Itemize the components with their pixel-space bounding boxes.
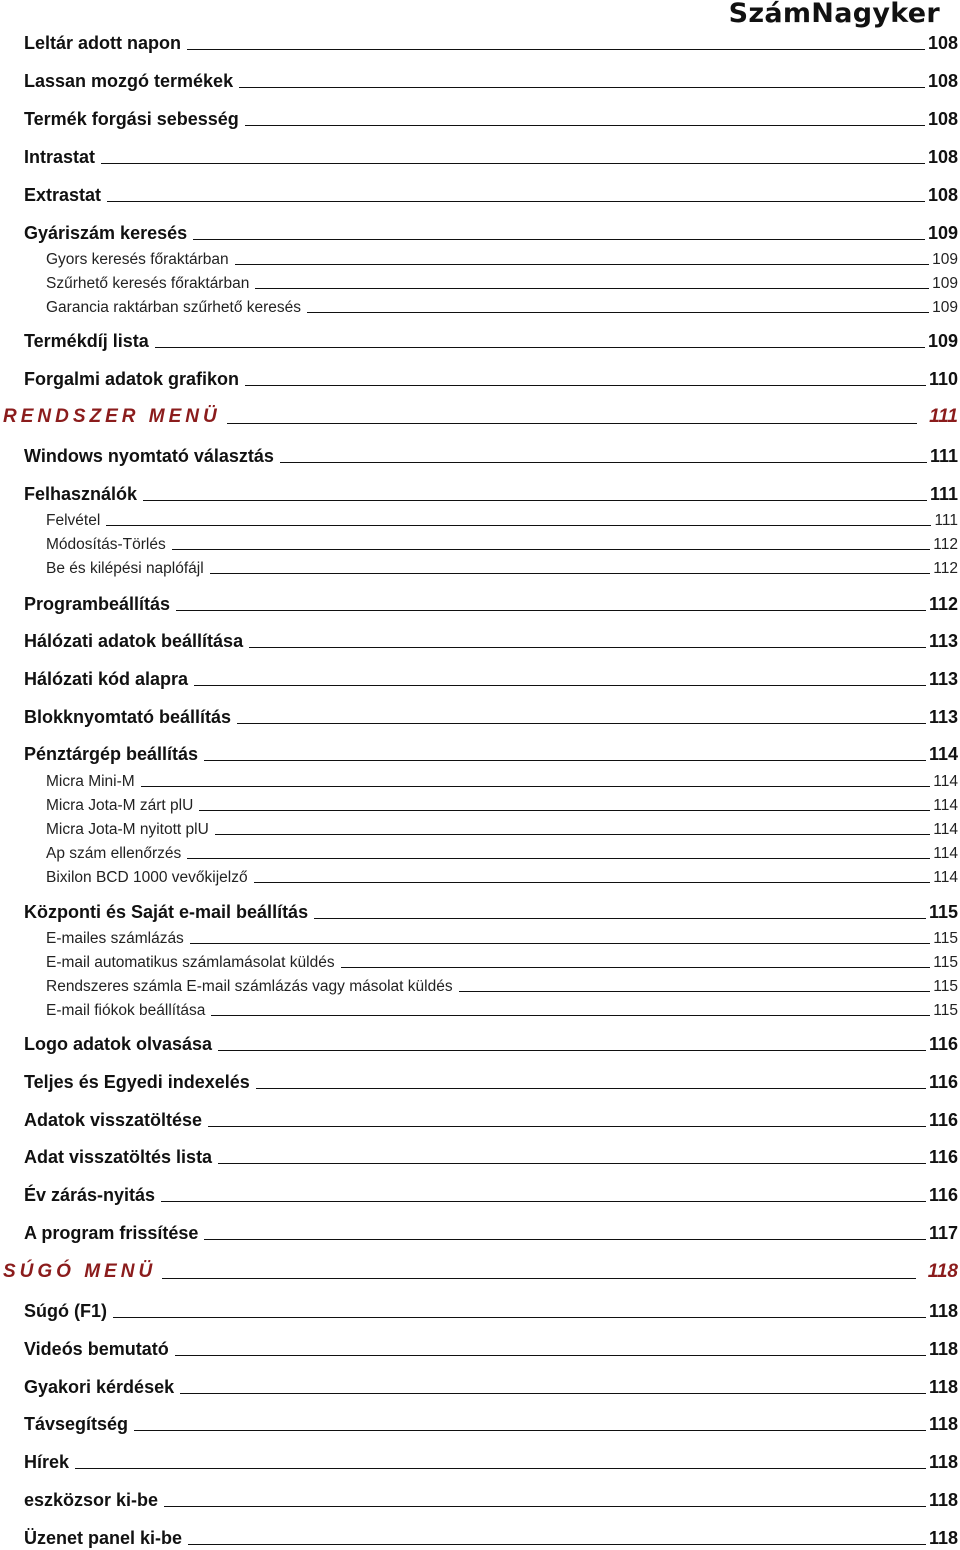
toc-entry-title: Év zárás-nyitás xyxy=(24,1185,156,1205)
toc-entry-title: Lassan mozgó termékek xyxy=(24,71,234,91)
toc-page-number: 115 xyxy=(928,902,958,922)
toc-entry-title: Hálózati kód alapra xyxy=(24,669,189,689)
toc-page-number: 113 xyxy=(928,631,958,651)
toc-entry-title: Teljes és Egyedi indexelés xyxy=(24,1072,250,1092)
toc-entry[interactable] xyxy=(0,68,960,92)
toc-leader-line xyxy=(208,1126,926,1127)
toc-page-number: 115 xyxy=(933,954,958,971)
toc-entry-title: Termékdíj lista xyxy=(24,331,149,351)
toc-entry-title: Intrastat xyxy=(24,147,96,167)
toc-page-number: 111 xyxy=(929,406,958,427)
toc-leader-line xyxy=(314,918,926,919)
toc-page-number: 109 xyxy=(927,223,958,243)
toc-page-number: 114 xyxy=(933,797,958,814)
toc-entry-title: Windows nyomtató választás xyxy=(24,446,274,466)
toc-entry-title: E-mail automatikus számlamásolat küldés xyxy=(46,954,335,971)
toc-entry[interactable] xyxy=(0,1107,960,1131)
toc-page-number: 114 xyxy=(933,821,958,838)
toc-subentry[interactable] xyxy=(0,791,960,815)
toc-subentry[interactable] xyxy=(0,293,960,317)
toc-leader-line xyxy=(218,1163,926,1164)
toc-page-number: 108 xyxy=(927,147,958,167)
toc-page-number: 115 xyxy=(933,930,958,947)
toc-entry[interactable] xyxy=(0,1220,960,1244)
toc-entry-title: Felvétel xyxy=(46,512,101,529)
toc-subentry[interactable] xyxy=(0,554,960,578)
toc-entry[interactable] xyxy=(0,1336,960,1360)
toc-leader-line xyxy=(187,858,930,859)
toc-leader-line xyxy=(255,288,929,289)
toc-entry[interactable] xyxy=(0,182,960,206)
toc-entry[interactable] xyxy=(0,1411,960,1435)
toc-entry-title: Pénztárgép beállítás xyxy=(24,744,199,764)
toc-subentry[interactable] xyxy=(0,245,960,269)
toc-entry-title: Súgó (F1) xyxy=(24,1301,107,1321)
toc-leader-line xyxy=(161,1201,926,1202)
toc-page-number: 108 xyxy=(927,185,958,205)
toc-page-number: 118 xyxy=(927,1261,958,1282)
toc-page-number: 112 xyxy=(928,594,958,614)
toc-page-number: 115 xyxy=(933,978,958,995)
toc-entry[interactable] xyxy=(0,1525,960,1549)
toc-page-number: 116 xyxy=(928,1072,958,1092)
toc-page-number: 116 xyxy=(928,1185,958,1205)
toc-entry-title: Forgalmi adatok grafikon xyxy=(24,369,240,389)
toc-page-number: 118 xyxy=(928,1339,958,1359)
toc-leader-line xyxy=(256,1088,926,1089)
toc-page-number: 114 xyxy=(933,773,958,790)
toc-page-number: 109 xyxy=(932,275,958,292)
toc-leader-line xyxy=(106,525,931,526)
toc-page-number: 118 xyxy=(928,1414,958,1434)
toc-page-number: 116 xyxy=(928,1110,958,1130)
toc-entry-title: Micra Mini-M xyxy=(46,773,135,790)
toc-entry-title: Hírek xyxy=(24,1452,70,1472)
toc-entry-title: RENDSZER MENÜ xyxy=(3,406,221,427)
toc-leader-line xyxy=(164,1506,926,1507)
toc-entry[interactable] xyxy=(0,1449,960,1473)
toc-entry-title: Gyáriszám keresés xyxy=(24,223,188,243)
toc-leader-line xyxy=(459,991,931,992)
toc-page-number: 108 xyxy=(927,33,958,53)
toc-subentry[interactable] xyxy=(0,269,960,293)
toc-entry-title: Gyakori kérdések xyxy=(24,1377,175,1397)
toc-leader-line xyxy=(188,1544,926,1545)
toc-entry[interactable] xyxy=(0,666,960,690)
toc-leader-line xyxy=(107,201,925,202)
toc-entry-title: Központi és Saját e-mail beállítás xyxy=(24,902,309,922)
toc-subentry[interactable] xyxy=(0,530,960,554)
toc-entry[interactable] xyxy=(0,1144,960,1168)
toc-leader-line xyxy=(199,810,930,811)
toc-entry[interactable] xyxy=(0,1374,960,1398)
toc-leader-line xyxy=(280,462,927,463)
toc-entry-title: Távsegítség xyxy=(24,1414,129,1434)
toc-page-number: 113 xyxy=(928,669,958,689)
toc-leader-line xyxy=(155,347,925,348)
toc-entry-title: Adatok visszatöltése xyxy=(24,1110,203,1130)
toc-leader-line xyxy=(204,1239,926,1240)
toc-entry-title: Rendszeres számla E-mail számlázás vagy másolat küldés xyxy=(46,978,453,995)
toc-leader-line xyxy=(239,87,925,88)
toc-page-number: 108 xyxy=(927,109,958,129)
toc-entry-title: Bixilon BCD 1000 vevőkijelző xyxy=(46,869,248,886)
toc-leader-line xyxy=(162,1278,916,1279)
toc-entry[interactable] xyxy=(0,220,960,244)
toc-leader-line xyxy=(210,573,931,574)
toc-entry[interactable] xyxy=(0,443,960,467)
toc-page-number: 114 xyxy=(928,744,958,764)
toc-subentry[interactable] xyxy=(0,767,960,791)
toc-leader-line xyxy=(218,1050,926,1051)
toc-page-number: 118 xyxy=(928,1452,958,1472)
toc-page-number: 118 xyxy=(928,1377,958,1397)
toc-entry[interactable] xyxy=(0,899,960,923)
toc-leader-line xyxy=(254,882,931,883)
document-brand-header: SzámNagyker xyxy=(728,0,940,29)
toc-section-heading[interactable] xyxy=(0,404,960,428)
toc-page-number: 118 xyxy=(928,1301,958,1321)
toc-entry[interactable] xyxy=(0,628,960,652)
toc-subentry[interactable] xyxy=(0,815,960,839)
toc-leader-line xyxy=(194,685,926,686)
toc-entry[interactable] xyxy=(0,1487,960,1511)
toc-leader-line xyxy=(193,239,925,240)
toc-entry[interactable] xyxy=(0,591,960,615)
toc-page-number: 108 xyxy=(927,71,958,91)
toc-entry-title: Be és kilépési naplófájl xyxy=(46,560,204,577)
toc-subentry[interactable] xyxy=(0,948,960,972)
toc-page-number: 111 xyxy=(929,484,958,504)
toc-entry-title: Micra Jota-M nyitott plU xyxy=(46,821,209,838)
toc-page-number: 109 xyxy=(932,299,958,316)
toc-leader-line xyxy=(180,1393,926,1394)
toc-entry-title: Logo adatok olvasása xyxy=(24,1034,213,1054)
toc-entry-title: Üzenet panel ki-be xyxy=(24,1528,183,1548)
toc-leader-line xyxy=(175,1355,926,1356)
toc-leader-line xyxy=(204,760,926,761)
toc-entry-title: Felhasználók xyxy=(24,484,138,504)
toc-entry-title: Micra Jota-M zárt plU xyxy=(46,797,194,814)
toc-leader-line xyxy=(176,610,926,611)
toc-entry-title: Ap szám ellenőrzés xyxy=(46,845,182,862)
toc-subentry[interactable] xyxy=(0,924,960,948)
toc-entry[interactable] xyxy=(0,144,960,168)
toc-entry-title: E-mailes számlázás xyxy=(46,930,184,947)
toc-entry-title: Videós bemutató xyxy=(24,1339,169,1359)
toc-entry-title: Blokknyomtató beállítás xyxy=(24,707,232,727)
toc-leader-line xyxy=(227,423,917,424)
toc-page-number: 110 xyxy=(928,369,958,389)
toc-page-number: 116 xyxy=(928,1034,958,1054)
toc-page-number: 109 xyxy=(932,251,958,268)
toc-page-number: 117 xyxy=(928,1223,958,1243)
toc-entry-title: Hálózati adatok beállítása xyxy=(24,631,244,651)
toc-page-number: 118 xyxy=(928,1490,958,1510)
toc-entry[interactable] xyxy=(0,106,960,130)
toc-page-number: 115 xyxy=(933,1002,958,1019)
toc-entry-title: Leltár adott napon xyxy=(24,33,181,53)
toc-leader-line xyxy=(245,385,926,386)
toc-entry-title: Garancia raktárban szűrhető keresés xyxy=(46,299,302,316)
toc-entry-title: SÚGÓ MENÜ xyxy=(3,1261,157,1282)
toc-leader-line xyxy=(113,1317,926,1318)
toc-leader-line xyxy=(249,647,926,648)
toc-entry-title: E-mail fiókok beállítása xyxy=(46,1002,206,1019)
toc-entry[interactable] xyxy=(0,366,960,390)
toc-leader-line xyxy=(143,500,927,501)
toc-page-number: 114 xyxy=(933,869,958,886)
toc-section-heading[interactable] xyxy=(0,1259,960,1283)
toc-subentry[interactable] xyxy=(0,863,960,887)
toc-entry[interactable] xyxy=(0,1031,960,1055)
toc-page-number: 118 xyxy=(928,1528,958,1548)
toc-leader-line xyxy=(141,786,931,787)
toc-page-number: 111 xyxy=(929,446,958,466)
toc-leader-line xyxy=(235,264,929,265)
toc-subentry[interactable] xyxy=(0,839,960,863)
toc-entry[interactable] xyxy=(0,481,960,505)
toc-leader-line xyxy=(75,1468,926,1469)
toc-page-number: 113 xyxy=(928,707,958,727)
toc-page-number: 109 xyxy=(927,331,958,351)
toc-entry-title: Adat visszatöltés lista xyxy=(24,1147,213,1167)
toc-entry[interactable] xyxy=(0,741,960,765)
toc-subentry[interactable] xyxy=(0,996,960,1020)
toc-entry-title: Szűrhető keresés főraktárban xyxy=(46,275,250,292)
toc-leader-line xyxy=(215,834,930,835)
toc-leader-line xyxy=(187,49,925,50)
toc-leader-line xyxy=(245,125,925,126)
toc-page-number: 114 xyxy=(933,845,958,862)
toc-entry[interactable] xyxy=(0,1182,960,1206)
toc-entry[interactable] xyxy=(0,704,960,728)
toc-entry-title: Programbeállítás xyxy=(24,594,171,614)
toc-leader-line xyxy=(211,1015,930,1016)
toc-leader-line xyxy=(101,163,925,164)
toc-entry[interactable] xyxy=(0,1069,960,1093)
toc-entry-title: Termék forgási sebesség xyxy=(24,109,239,129)
toc-leader-line xyxy=(237,723,926,724)
toc-leader-line xyxy=(341,967,931,968)
toc-entry-title: Extrastat xyxy=(24,185,102,205)
toc-leader-line xyxy=(307,312,929,313)
toc-subentry[interactable] xyxy=(0,972,960,996)
toc-leader-line xyxy=(172,549,931,550)
toc-page-number: 116 xyxy=(928,1147,958,1167)
toc-entry-title: eszközsor ki-be xyxy=(24,1490,159,1510)
toc-page-number: 112 xyxy=(933,560,958,577)
toc-entry[interactable] xyxy=(0,328,960,352)
toc-entry-title: Gyors keresés főraktárban xyxy=(46,251,229,268)
toc-leader-line xyxy=(134,1430,926,1431)
toc-page-number: 112 xyxy=(933,536,958,553)
toc-entry-title: A program frissítése xyxy=(24,1223,199,1243)
toc-entry-title: Módosítás-Törlés xyxy=(46,536,166,553)
toc-page-number: 111 xyxy=(934,512,958,529)
toc-entry[interactable] xyxy=(0,30,960,54)
toc-leader-line xyxy=(190,943,930,944)
toc-subentry[interactable] xyxy=(0,506,960,530)
toc-entry[interactable] xyxy=(0,1298,960,1322)
